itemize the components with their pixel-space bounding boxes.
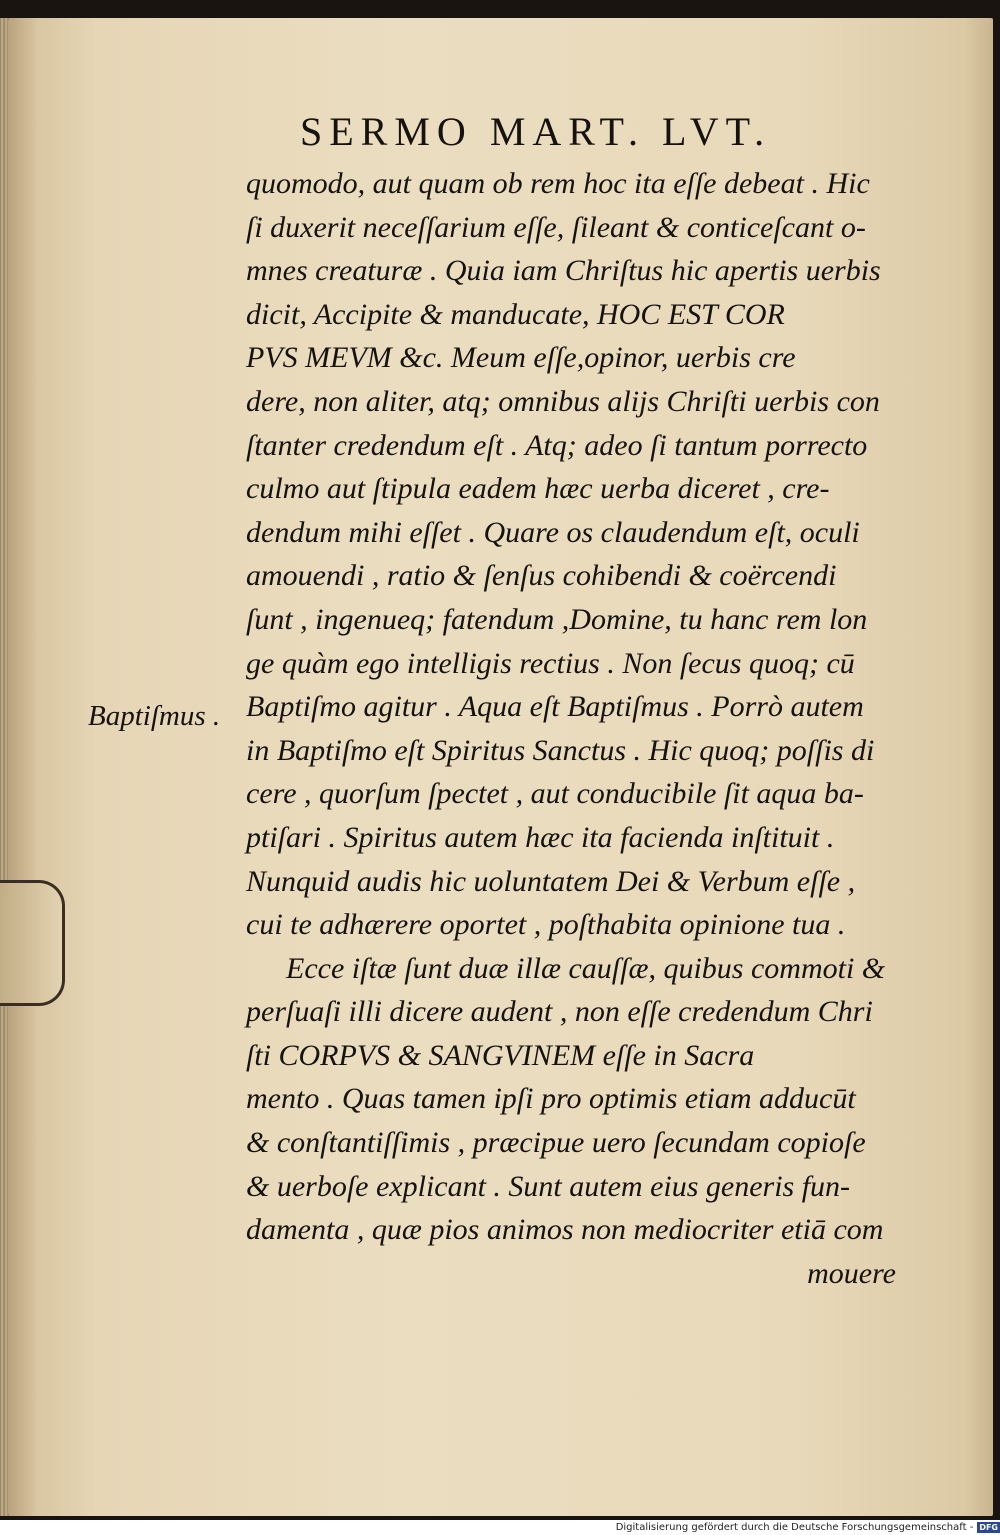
text-line-indented: Ecce iſtæ ſunt duæ illæ cauſſæ, quibus commoti &	[286, 951, 886, 985]
text-line: mnes creaturæ . Quia iam Chriſtus hic apertis uerbis	[246, 254, 881, 288]
text-line: culmo aut ſtipula eadem hæc uerba diceret , cre-	[246, 472, 830, 506]
running-title: SERMO MART. LVT.	[300, 109, 772, 154]
body-text	[246, 162, 896, 1295]
text-line: perſuaſi illi dicere audent , non eſſe credendum Chri	[246, 995, 873, 1029]
text-line: ſti CORPVS & SANGVINEM eſſe in Sacra	[246, 1038, 755, 1072]
text-line: dere, non aliter, atq; omnibus alijs Chriſti uerbis con	[246, 384, 880, 418]
text-line: Baptiſmo agitur . Aqua eſt Baptiſmus . Porrò autem	[246, 690, 864, 724]
text-line: dendum mihi eſſet . Quare os claudendum eſt, oculi	[246, 515, 860, 549]
text-line: in Baptiſmo eſt Spiritus Sanctus . Hic quoq; poſſis di	[246, 733, 875, 767]
text-line: PVS MEVM &c. Meum eſſe,opinor, uerbis cre	[246, 341, 796, 375]
text-line: ſtanter credendum eſt . Atq; adeo ſi tantum porrecto	[246, 428, 868, 462]
digitization-credit	[560, 1520, 1000, 1535]
text-line: damenta , quæ pios animos non mediocriter etiā com	[246, 1213, 884, 1247]
margin-note: Baptiſmus .	[88, 700, 221, 732]
text-line: ge quàm ego intelligis rectius . Non ſecus quoq; cū	[246, 646, 855, 680]
page-clasp	[0, 880, 65, 1006]
text-line: cui te adhærere oportet , poſthabita opinione tua .	[246, 908, 846, 942]
text-line: dicit, Accipite & manducate, HOC EST COR	[246, 297, 785, 331]
catchword: mouere	[807, 1256, 896, 1290]
text-line: ptiſari . Spiritus autem hæc ita facienda inſtituit .	[246, 820, 835, 854]
text-line: & uerboſe explicant . Sunt autem eius generis fun-	[246, 1169, 851, 1203]
text-line: quomodo, aut quam ob rem hoc ita eſſe debeat . Hic	[246, 167, 870, 200]
text-line: ſunt , ingenueq; fatendum ,Domine, tu hanc rem lon	[246, 602, 868, 636]
text-line: ſi duxerit neceſſarium eſſe, ſileant & conticeſcant o-	[246, 210, 866, 244]
text-line: cere , quorſum ſpectet , aut conducibile ſit aqua ba-	[246, 777, 864, 811]
text-line: mento . Quas tamen ipſi pro optimis etiam adducūt	[246, 1082, 856, 1116]
text-line: Nunquid audis hic uoluntatem Dei & Verbum eſſe ,	[246, 864, 856, 898]
credit-text: Digitalisierung gefördert durch die Deutsche Forschungsgemeinschaft -	[615, 1522, 974, 1533]
dfg-logo-icon: DFG	[979, 1522, 998, 1532]
text-line: amouendi , ratio & ſenſus cohibendi & coërcendi	[246, 559, 837, 593]
text-line: & conſtantiſſimis , præcipue uero ſecundam copioſe	[246, 1126, 866, 1160]
